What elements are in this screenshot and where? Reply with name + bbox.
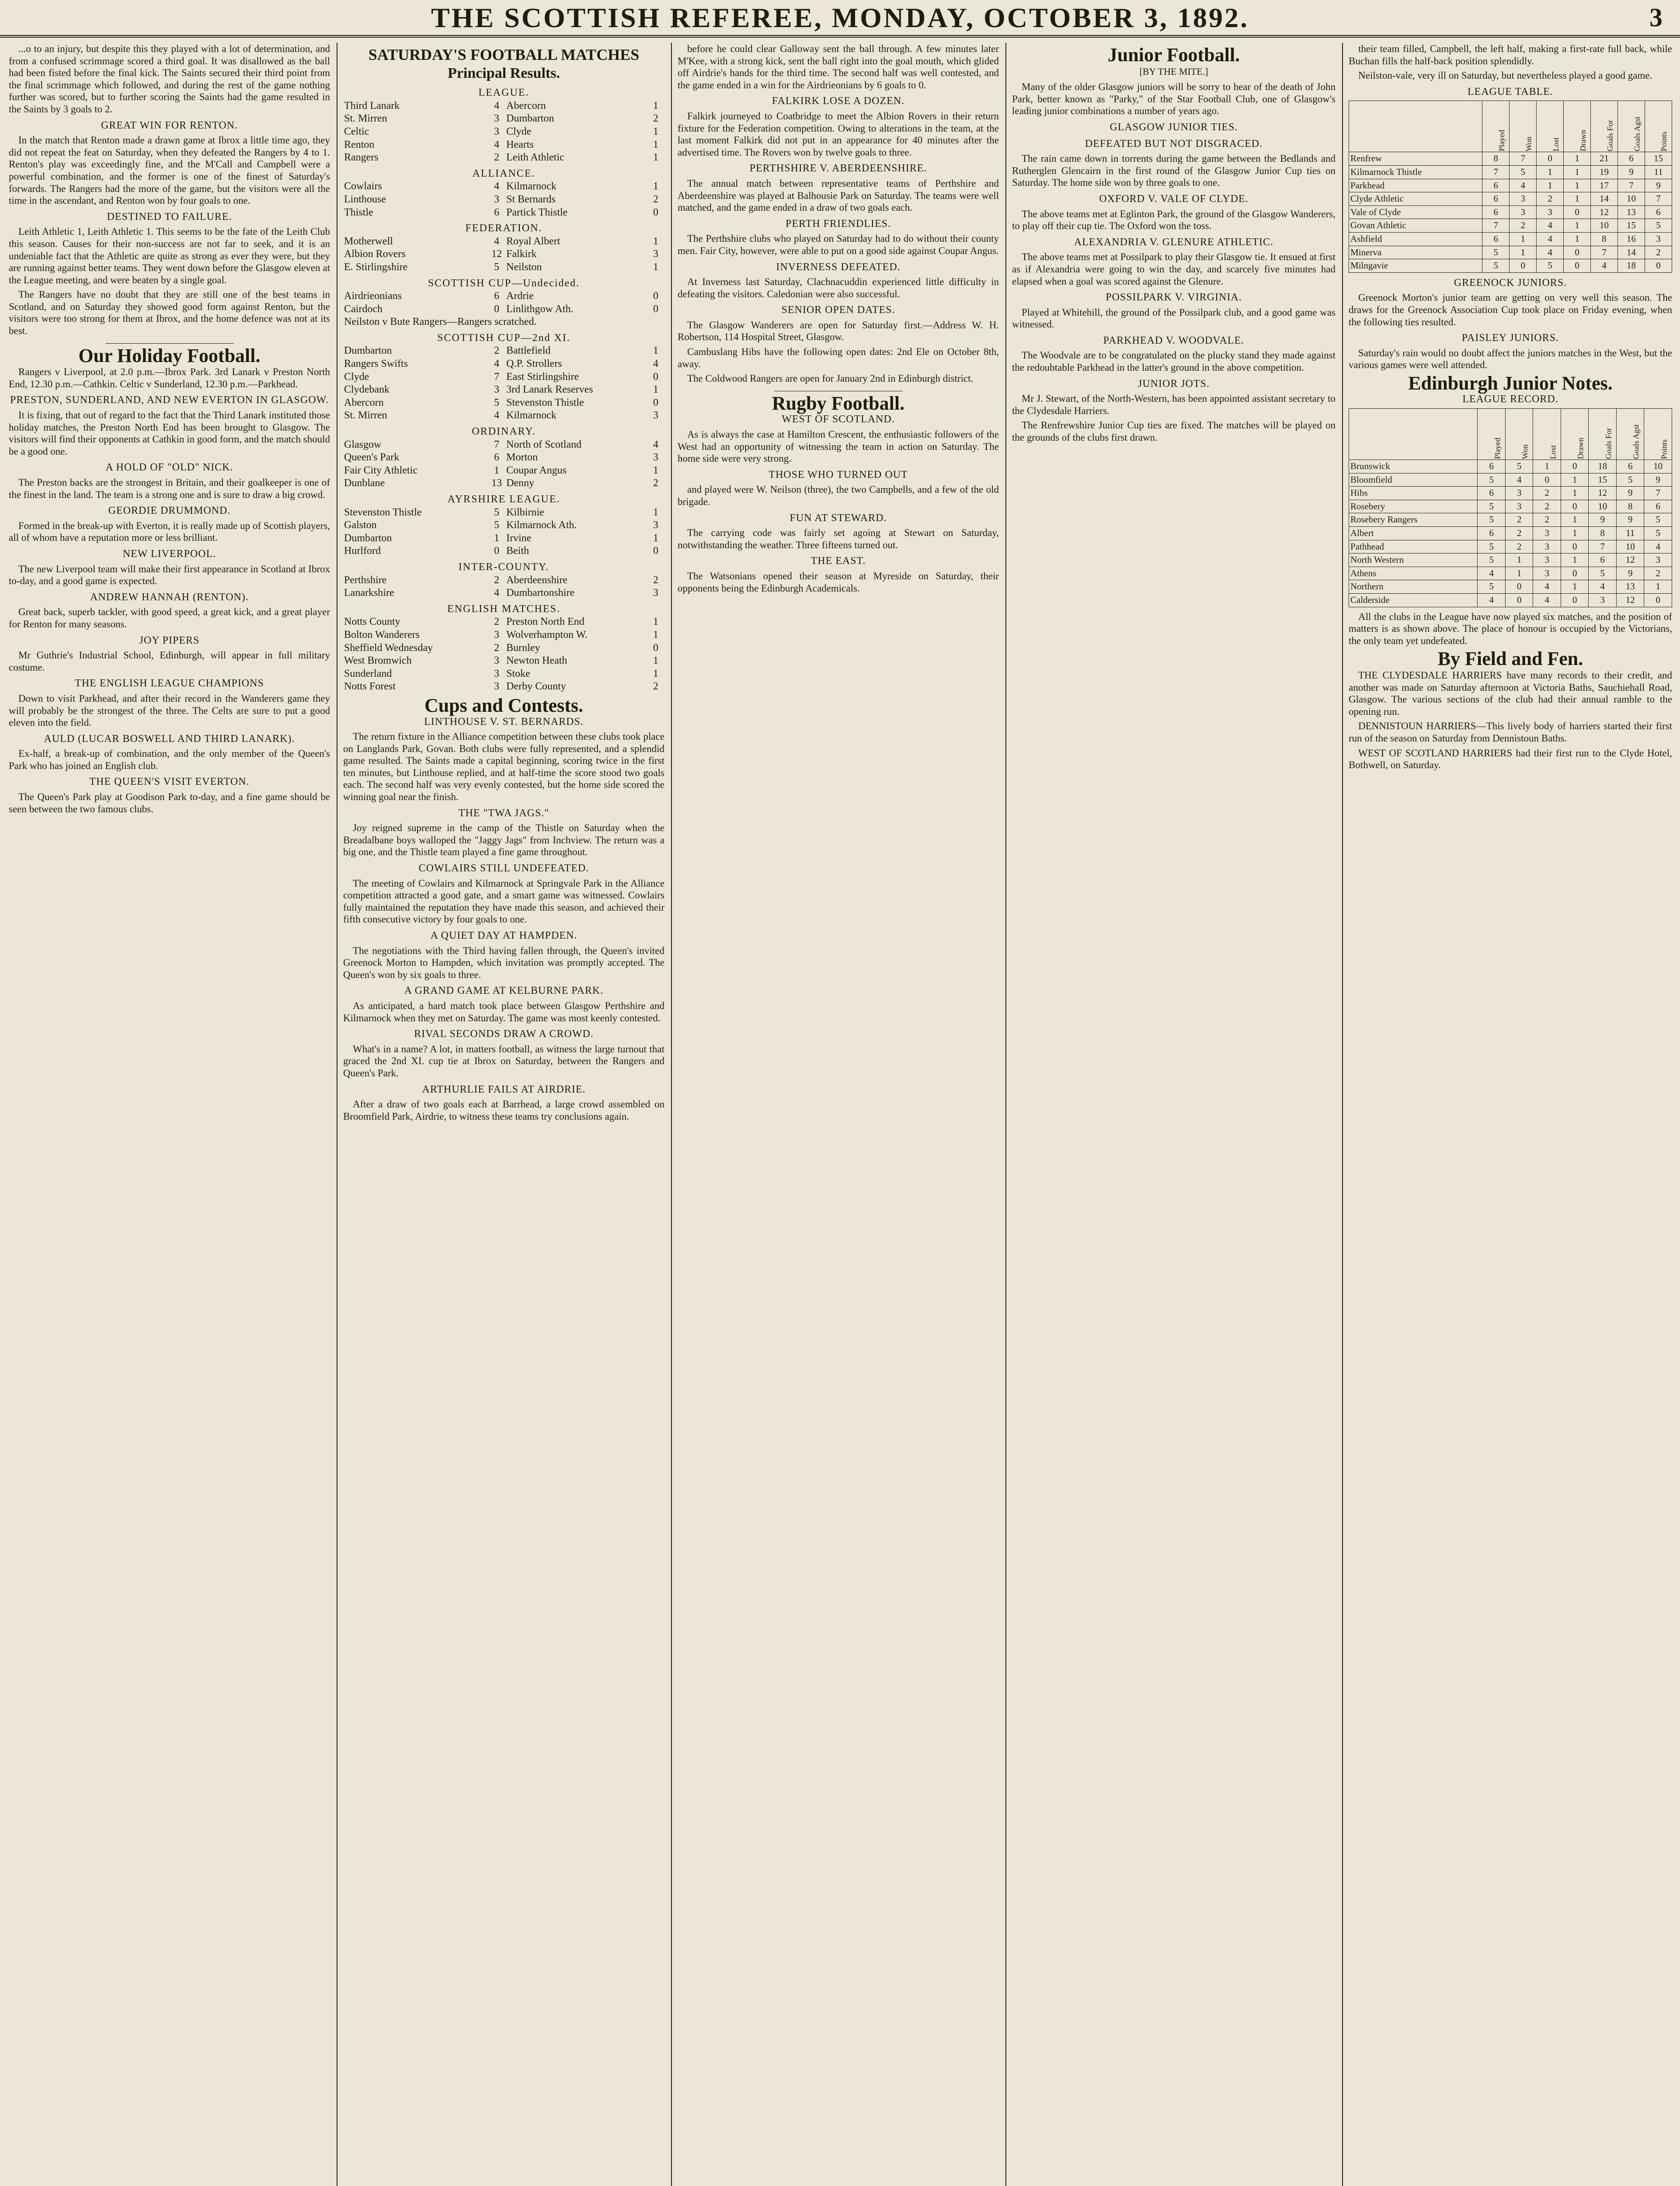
article-text: As is always the case at Hamilton Crescent, the enthusiastic followers of the West had an opportunity of witnessing the team in action on Saturday. The home side were very strong.: [678, 429, 999, 464]
article-text: Neilston-vale, very ill on Saturday, but nevertheless played a good game.: [1358, 70, 1652, 81]
article-text: The Perthshire clubs who played on Saturday had to do without their county men. Fair City, however, were able to put on a good side against Coupar Angus.: [678, 233, 999, 256]
article-text: Down to visit Parkhead, and after their record in the Wanderers game they will probably be the strongest of the three. The Celts are sure to put a good eleven into the field.: [9, 693, 330, 728]
result-row: St. Mirren 4 Kilmarnock 3: [344, 410, 658, 421]
result-row: Galston 5 Kilmarnock Ath. 3: [344, 519, 658, 531]
league-row: Hibs 6 3 2 1 12 9 7: [1349, 487, 1672, 500]
page-number: 3: [1649, 3, 1663, 32]
article-text: Mr Guthrie's Industrial School, Edinburgh, will appear in full military costume.: [9, 650, 330, 673]
league-row: Kilmarnock Thistle 7 5 1 1 19 9 11: [1349, 165, 1672, 179]
result-row: Hurlford 0 Beith 0: [344, 545, 658, 557]
section-heading: POSSILPARK V. VIRGINIA.: [1106, 292, 1242, 303]
result-row: Airdrieonians 6 Ardrie 0: [344, 290, 658, 302]
section-heading: LEAGUE TABLE.: [1468, 86, 1553, 97]
results-group-heading: FEDERATION.: [465, 223, 543, 234]
section-heading: SENIOR OPEN DATES.: [781, 304, 895, 316]
result-row: Fair City Athletic 1 Coupar Angus 1: [344, 464, 658, 476]
result-row: Albion Rovers 12 Falkirk 3: [344, 248, 658, 260]
section-heading: GREAT WIN FOR RENTON.: [101, 119, 238, 131]
section-heading: DESTINED TO FAILURE.: [107, 211, 232, 223]
article-text: The Preston backs are the strongest in Britain, and their goalkeeper is one of the finest in the land. The team is a strong one and is sure to draw a big crowd.: [9, 477, 330, 500]
result-row: Perthshire 2 Aberdeenshire 2: [344, 574, 658, 586]
result-row: West Bromwich 3 Newton Heath 1: [344, 655, 658, 667]
column-rule: [1342, 43, 1343, 2186]
section-heading: THE QUEEN'S VISIT EVERTON.: [89, 776, 250, 788]
league-header-row: Played Won Lost Drawn Goals For Goals Agst Points: [1349, 101, 1672, 152]
result-row: Celtic 3 Clyde 1: [344, 125, 658, 137]
article-text: Great back, superb tackler, with good speed, a great kick, and a great player for Renton for many seasons.: [9, 606, 330, 630]
result-row: Sheffield Wednesday 2 Burnley 0: [344, 642, 658, 654]
article-text: The negotiations with the Third having fallen through, the Queen's invited Greenock Morton to Hampden, which invitation was promptly accepted. The Queen's won by six goals to three.: [343, 945, 664, 980]
article-text: The Coldwood Rangers are open for January 2nd in Edinburgh district.: [687, 373, 974, 384]
result-row: Lanarkshire 4 Dumbartonshire 3: [344, 587, 658, 599]
league-row: Northern 5 0 4 1 4 13 1: [1349, 580, 1672, 594]
section-heading: PRESTON, SUNDERLAND, AND NEW EVERTON IN GLASGOW.: [10, 394, 329, 406]
article-text: The annual match between representative teams of Perthshire and Aberdeenshire was played at Balhousie Park on Saturday. The teams were well matched, and the game ended in a draw of two goals each.: [678, 178, 999, 213]
result-row: Rangers 2 Leith Athletic 1: [344, 152, 658, 164]
result-row: E. Stirlingshire 5 Neilston 1: [344, 261, 658, 273]
results-group-heading: AYRSHIRE LEAGUE.: [447, 494, 560, 505]
section-heading: THE ENGLISH LEAGUE CHAMPIONS: [75, 678, 264, 689]
section-heading: OXFORD V. VALE OF CLYDE.: [1099, 193, 1249, 205]
results-group-heading: SCOTTISH CUP—Undecided.: [428, 277, 580, 289]
section-heading: DEFEATED BUT NOT DISGRACED.: [1085, 138, 1263, 150]
result-row: Dumbarton 1 Irvine 1: [344, 532, 658, 544]
result-row: Stevenston Thistle 5 Kilbirnie 1: [344, 506, 658, 518]
result-row: Clydebank 3 3rd Lanark Reserves 1: [344, 384, 658, 396]
article-text: It is fixing, that out of regard to the fact that the Third Lanark instituted those holiday matches, the Preston North End has been brought to Glasgow. The visitors will find their opponents at Cathkin in good form, and the match should be a good one.: [9, 410, 330, 457]
article-headline: SATURDAY'S FOOTBALL MATCHES: [368, 46, 640, 63]
result-row: Thistle 6 Partick Thistle 0: [344, 206, 658, 218]
section-heading: LINTHOUSE V. ST. BERNARDS.: [424, 716, 584, 728]
league-row: Calderside 4 0 4 0 3 12 0: [1349, 594, 1672, 607]
league-row: Rosebery Rangers 5 2 2 1 9 9 5: [1349, 513, 1672, 527]
article-text: DENNISTOUN HARRIERS—This lively body of harriers started their first run of the season on Saturday from Dennistoun Baths.: [1349, 721, 1672, 744]
result-row: Dunblane 13 Denny 2: [344, 477, 658, 489]
article-text: As anticipated, a hard match took place between Glasgow Perthshire and Kilmarnock when they met on Saturday. The game was most keenly contested.: [343, 1000, 664, 1023]
column-3: [678, 43, 999, 2186]
league-row: Brunswick 6 5 1 0 18 6 10: [1349, 460, 1672, 473]
article-text: At Inverness last Saturday, Clachnacuddin experienced little difficulty in defeating the visitors. Caledonian were also successful.: [678, 276, 999, 299]
article-text: WEST OF SCOTLAND HARRIERS had their first run to the Clyde Hotel, Bothwell, on Saturday.: [1349, 747, 1672, 771]
article-text: What's in a name? A lot, in matters football, as witness the large turnout that graced the 2nd XI. cup tie at Ibrox on Saturday, between the Rangers and Queen's Park.: [343, 1043, 664, 1079]
article-text: Cambuslang Hibs have the following open dates: 2nd Ele on October 8th, away.: [678, 346, 999, 369]
section-heading: THE EAST.: [810, 555, 866, 567]
league-row: Clyde Athletic 6 3 2 1 14 10 7: [1349, 192, 1672, 206]
column-1: [9, 43, 330, 2186]
result-row: Rangers Swifts 4 Q.P. Strollers 4: [344, 358, 658, 370]
section-heading: NEW LIVERPOOL.: [122, 548, 216, 560]
article-headline: Junior Football.: [1107, 44, 1240, 66]
results-group-heading: LEAGUE.: [478, 87, 529, 99]
result-row: Abercorn 5 Stevenston Thistle 0: [344, 397, 658, 408]
league-row: Renfrew 8 7 0 1 21 6 15: [1349, 152, 1672, 166]
result-row: Queen's Park 6 Morton 3: [344, 452, 658, 463]
league-row: Rosebery 5 3 2 0 10 8 6: [1349, 500, 1672, 513]
article-text: All the clubs in the League have now played six matches, and the position of matters is as shown above. The place of honour is occupied by the Victorians, the only team yet undefeated.: [1349, 611, 1672, 646]
section-heading: A GRAND GAME AT KELBURNE PARK.: [404, 985, 604, 997]
result-row: Third Lanark 4 Abercorn 1: [344, 100, 658, 111]
league-row: North Western 5 1 3 1 6 12 3: [1349, 553, 1672, 567]
league-row: Govan Athletic 7 2 4 1 10 15 5: [1349, 219, 1672, 233]
article-text: The carrying code was fairly set agoing at Stewart on Saturday, notwithstanding the weather. Three fifteens turned out.: [678, 527, 999, 550]
result-row: Clyde 7 East Stirlingshire 0: [344, 371, 658, 383]
section-heading: GEORDIE DRUMMOND.: [108, 505, 231, 517]
article-text: The Renfrewshire Junior Cup ties are fixed. The matches will be played on the grounds of the clubs first drawn.: [1012, 420, 1336, 443]
article-subheadline: Principal Results.: [448, 65, 560, 81]
section-heading: ARTHURLIE FAILS AT AIRDRIE.: [422, 1083, 586, 1095]
result-row: Cairdoch 0 Linlithgow Ath. 0: [344, 303, 658, 315]
result-row: Cowlairs 4 Kilmarnock 1: [344, 181, 658, 192]
section-heading: INVERNESS DEFEATED.: [776, 261, 901, 273]
article-text: Saturday's rain would no doubt affect the juniors matches in the West, but the various games were well attended.: [1349, 347, 1672, 371]
section-heading: PAISLEY JUNIORS.: [1461, 332, 1559, 344]
article-text: Played at Whitehill, the ground of the Possilpark club, and a good game was witnessed.: [1012, 306, 1336, 330]
result-row: Bolton Wanderers 3 Wolverhampton W. 1: [344, 629, 658, 640]
article-text: Falkirk journeyed to Coatbridge to meet the Albion Rovers in their return fixture for the Federation competition. Owing to alterations in the team, at the last moment Falkirk did not put in an appearance for 40 minutes after the advertised time. The Rovers won by twelve goals to three.: [678, 110, 999, 158]
article-headline: Our Holiday Football.: [78, 345, 261, 366]
section-heading: GREENOCK JUNIORS.: [1454, 277, 1567, 289]
section-heading: PERTHSHIRE V. ABERDEENSHIRE.: [749, 163, 927, 174]
results-table: [343, 84, 664, 693]
column-2: [343, 43, 664, 2186]
league-record-table: [1349, 408, 1672, 607]
section-heading: AULD (LUCAR BOSWELL AND THIRD LANARK).: [44, 733, 295, 745]
article-text: Many of the older Glasgow juniors will be sorry to hear of the death of John Park, better known as "Parky," of the Star Football Club, one of Glasgow's leading junior combinations a number of years ago.: [1012, 81, 1336, 117]
result-row: Neilston v Bute Rangers—Rangers scratched.: [344, 316, 537, 328]
article-text: Greenock Morton's junior team are getting on very well this season. The draws for the Greenock Association Cup took place on Friday evening, when the following ties resulted.: [1349, 292, 1672, 327]
article-headline: Cups and Contests.: [424, 694, 584, 716]
section-heading: A HOLD OF "OLD" NICK.: [105, 462, 233, 473]
article-text: before he could clear Galloway sent the ball through. A few minutes later M'Kee, with a strong kick, sent the ball right into the goal mouth, which glided off Airdrie's hands for the third time. The second half was well contested, and the game ended in a win for the Airdrieonians by 6 goals to 0.: [678, 43, 999, 91]
article-text: The above teams met at Possilpark to play their Glasgow tie. It ensued at first as if Alexandria were going to win the day, and scarcely five minutes had elapsed when a goal was scored against the Glenure.: [1012, 251, 1336, 287]
masthead: [0, 0, 1680, 38]
result-row: Dumbarton 2 Battlefield 1: [344, 345, 658, 357]
article-text: The Woodvale are to be congratulated on the plucky stand they made against the redoubtable Parkhead in the latter's ground in the above competition.: [1012, 350, 1336, 373]
result-row: Notts Forest 3 Derby County 2: [344, 681, 658, 693]
section-heading: COWLAIRS STILL UNDEFEATED.: [418, 863, 589, 874]
league-row: Milngavie 5 0 5 0 4 18 0: [1349, 259, 1672, 273]
article-text: The meeting of Cowlairs and Kilmarnock at Springvale Park in the Alliance competition attracted a good gate, and a smart game was witnessed. Cowlairs fully maintained the reputation they have made this season, and achieved their fifth consecutive victory by four goals to one.: [343, 877, 664, 925]
column-5: [1349, 43, 1672, 2186]
league-row: Albert 6 2 3 1 8 11 5: [1349, 527, 1672, 540]
article-text: Joy reigned supreme in the camp of the Thistle on Saturday when the Breadalbane boys walloped the "Jaggy Jags" from Inchview. The return was a big one, and the Thistle team played a fine game throughout.: [343, 822, 664, 858]
league-row: Pathhead 5 2 3 0 7 10 4: [1349, 540, 1672, 553]
result-row: St. Mirren 3 Dumbarton 2: [344, 113, 658, 125]
article-text: The return fixture in the Alliance competition between these clubs took place on Langlands Park, Govan. Both clubs were fully represented, and a splendid game resulted. The Saints made a capital beginning, scoring twice in the first ten minutes, but Linthouse replied, and at half-time the score stood two goals each. The second half was very evenly contested, but the home side scored the winning goal near the finish.: [343, 731, 664, 803]
league-table: [1349, 101, 1672, 272]
league-row: Parkhead 6 4 1 1 17 7 9: [1349, 179, 1672, 192]
result-row: Sunderland 3 Stoke 1: [344, 668, 658, 679]
section-heading: JOY PIPERS: [139, 634, 200, 646]
section-heading: THOSE WHO TURNED OUT: [769, 469, 908, 480]
result-row: Renton 4 Hearts 1: [344, 139, 658, 150]
results-group-heading: ENGLISH MATCHES.: [447, 603, 560, 615]
section-heading: A QUIET DAY AT HAMPDEN.: [430, 930, 577, 941]
section-heading: PARKHEAD V. WOODVALE.: [1103, 334, 1245, 346]
section-heading: WEST OF SCOTLAND.: [782, 414, 895, 425]
article-text: Mr J. Stewart, of the North-Western, has been appointed assistant secretary to the Clydesdale Harriers.: [1012, 393, 1336, 416]
league-header-row: Played Won Lost Drawn Goals For Goals Agst Points: [1349, 409, 1672, 460]
article-text: The rain came down in torrents during the game between the Bedlands and Rutherglen Glencairn in the first round of the Glasgow Junior Cup ties on Saturday. The home side won by three goals to one.: [1012, 153, 1336, 188]
results-group-heading: SCOTTISH CUP—2nd XI.: [437, 332, 570, 344]
column-4: [1012, 43, 1336, 2186]
results-group-heading: ORDINARY.: [472, 426, 536, 438]
section-heading: FALKIRK LOSE A DOZEN.: [772, 95, 905, 107]
section-heading: PERTH FRIENDLIES.: [786, 218, 891, 230]
section-heading: JUNIOR JOTS.: [1137, 378, 1210, 390]
section-heading: THE "TWA JAGS.": [458, 807, 550, 819]
byline: [BY THE MITE.]: [1139, 66, 1208, 77]
article-text: and played were W. Neilson (three), the two Campbells, and a few of the old brigade.: [678, 484, 999, 507]
article-text: After a draw of two goals each at Barrhead, a large crowd assembled on Broomfield Park, Airdrie, to witness these teams try conclusions again.: [343, 1099, 664, 1122]
article-headline: Rugby Football.: [772, 392, 905, 414]
league-row: Vale of Clyde 6 3 3 0 12 13 6: [1349, 205, 1672, 219]
league-row: Ashfield 6 1 4 1 8 16 3: [1349, 232, 1672, 246]
league-row: Minerva 5 1 4 0 7 14 2: [1349, 246, 1672, 259]
result-row: Linthouse 3 St Bernards 2: [344, 193, 658, 205]
article-text: In the match that Renton made a drawn game at Ibrox a little time ago, they did not repeat the feat on Saturday, when they defeated the Rangers by 4 to 1. Renton's play was exceedingly fine, and the M'Call and Campbell were a powerful combination, and the former is one of the finest of Saturday's forwards. The Rangers had the more of the game, but the visitors were all the time in the ascendant, and Renton won by four goals to one.: [9, 135, 330, 206]
article-text: The Glasgow Wanderers are open for Saturday first.—Address W. H. Robertson, 114 Hospital Street, Glasgow.: [678, 319, 999, 343]
result-row: Glasgow 7 North of Scotland 4: [344, 439, 658, 450]
section-heading: RIVAL SECONDS DRAW A CROWD.: [414, 1028, 594, 1040]
section-heading: ALEXANDRIA V. GLENURE ATHLETIC.: [1074, 236, 1274, 248]
divider: [105, 343, 234, 344]
results-group-heading: INTER-COUNTY.: [458, 561, 550, 573]
article-text: Ex-half, a break-up of combination, and the only member of the Queen's Park who has joined an English club.: [9, 748, 330, 771]
section-heading: LEAGUE RECORD.: [1462, 393, 1558, 405]
article-text: The Queen's Park play at Goodison Park to-day, and a fine game should be seen between the two famous clubs.: [9, 791, 330, 815]
article-text: Formed in the break-up with Everton, it is really made up of Scottish players, all of whom have a reputation more or less brilliant.: [9, 520, 330, 543]
article-text: The Watsonians opened their season at Myreside on Saturday, their opponents being the Edinburgh Academicals.: [678, 570, 999, 594]
article-headline: Edinburgh Junior Notes.: [1408, 372, 1613, 394]
article-text: The new Liverpool team will make their first appearance in Scotland at Ibrox to-day, and a good game is expected.: [9, 563, 330, 587]
section-heading: FUN AT STEWARD.: [790, 512, 887, 524]
section-heading: ANDREW HANNAH (RENTON).: [90, 591, 249, 603]
results-group-heading: ALLIANCE.: [472, 167, 536, 179]
league-row: Bloomfield 5 4 0 1 15 5 9: [1349, 473, 1672, 487]
newspaper-title: THE SCOTTISH REFEREE, MONDAY, OCTOBER 3, 1892.: [431, 2, 1249, 33]
column-rule: [671, 43, 672, 2186]
article-text: Rangers v Liverpool, at 2.0 p.m.—Ibrox Park. 3rd Lanark v Preston North End, 12.30 p.m.—Cathkin. Celtic v Sunderland, 12.30 p.m.—Parkhead.: [9, 366, 330, 390]
article-text: THE CLYDESDALE HARRIERS have many records to their credit, and another was made on Saturday afternoon at Victoria Baths, Sauchiehall Road, Glasgow. The various sections of the club had their annual ramble to the opening run.: [1349, 669, 1672, 717]
section-heading: GLASGOW JUNIOR TIES.: [1110, 121, 1238, 133]
article-text: ...o to an injury, but despite this they played with a lot of determination, and from a confused scrimmage scored a third goal. It was disallowed as the ball had been fisted before the final kick. The Saints secured their third point from the final scrimmage which followed, and during the rest of the game nothing further was scored, but to further scoring the Saints had the game resulted in the Saints by 3 goals to 2.: [9, 43, 330, 115]
league-row: Athens 4 1 3 0 5 9 2: [1349, 567, 1672, 580]
column-rule: [1005, 43, 1006, 2186]
article-text: The above teams met at Eglinton Park, the ground of the Glasgow Wanderers, to play off their cup tie. The Oxford won the toss.: [1012, 208, 1336, 232]
result-row: Motherwell 4 Royal Albert 1: [344, 235, 658, 247]
result-row: Notts County 2 Preston North End 1: [344, 616, 658, 628]
article-text: their team filled, Campbell, the left half, making a first-rate full back, while Buchan fills the half-back position splendidly.: [1349, 43, 1672, 66]
article-headline: By Field and Fen.: [1437, 648, 1583, 670]
article-text: The Rangers have no doubt that they are still one of the best teams in Scotland, and on Saturday they showed good form against Renton, but the visitors were too strong for them at Ibrox, and the home defence was not at its best.: [9, 289, 330, 337]
article-text: Leith Athletic 1, Leith Athletic 1. This seems to be the fate of the Leith Club this season. Causes for their non-success are not far to seek, and it is an undeniable fact that the Athletic are quite as strong as ever they were, but they are running against better teams. They went down before the Glasgow eleven at the League meeting, and were beaten by a single goal.: [9, 226, 330, 285]
